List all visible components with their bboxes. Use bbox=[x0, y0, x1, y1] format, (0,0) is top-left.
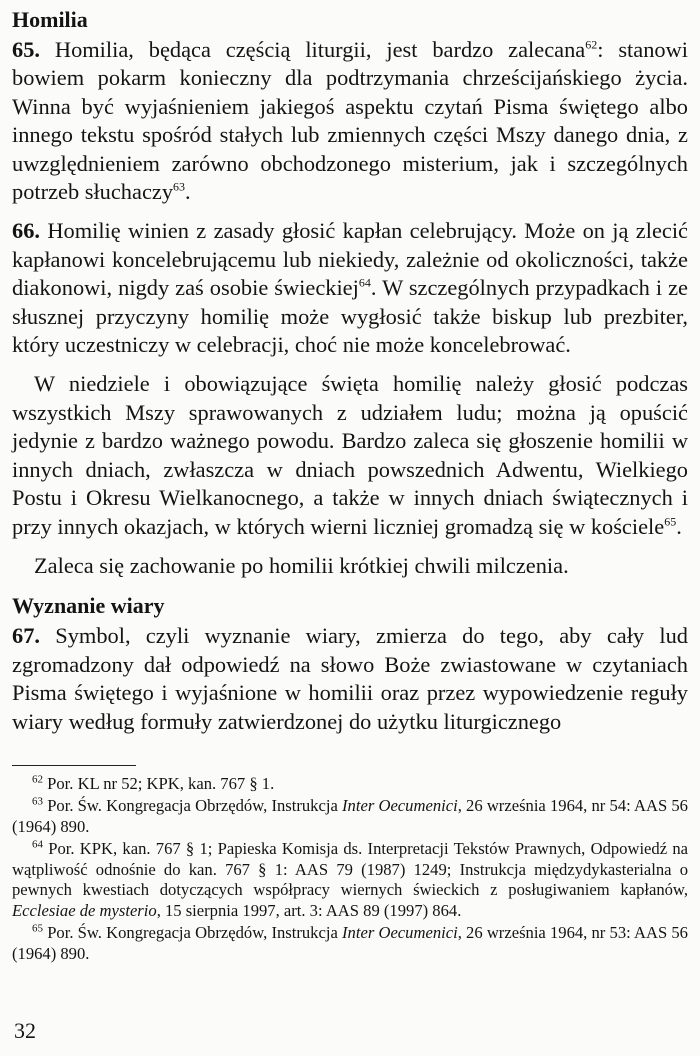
paragraph-text: . bbox=[676, 513, 682, 539]
footnote-text: , 26 września 1964, nr 53: AAS 56 (1964) 890. bbox=[12, 923, 688, 963]
paragraph-text: Symbol, czyli wyznanie wiary, zmierza do tego, aby cały lud zgromadzony dał odpowiedź na słowo Boże zwiastowane w czytaniach Pisma świętego i wyjaśnione w homilii oraz przez wypowiedzenie reguły wiary według formuły zatwierdzonej do użytku liturgicznego bbox=[12, 623, 688, 734]
paragraph-65 bbox=[12, 36, 688, 206]
footnote-text: , 15 sierpnia 1997, art. 3: AAS 89 (1997) 864. bbox=[156, 900, 462, 920]
page-number: 32 bbox=[14, 1018, 36, 1043]
paragraph-67 bbox=[12, 622, 688, 736]
paragraph-text: Homilia, będąca częścią liturgii, jest bardzo zalecana bbox=[40, 37, 586, 62]
footnote-text: , 26 września 1964, nr 54: AAS 56 (1964) 890. bbox=[12, 796, 688, 836]
paragraph-number: 67. bbox=[12, 623, 40, 649]
footnote-text: Por. Św. Kongregacja Obrzędów, Instrukcja bbox=[43, 796, 343, 816]
paragraph-number: 66. bbox=[12, 218, 40, 244]
paragraph-66-continued bbox=[12, 370, 688, 540]
paragraph-66-silence: Zaleca się zachowanie po homilii krótkiej chwili milczenia. bbox=[34, 552, 569, 578]
footnote-title: Ecclesiae de mysterio bbox=[12, 900, 157, 920]
footnote-ref[interactable]: 62 bbox=[585, 37, 598, 52]
footnote-text: Por. KPK, kan. 767 § 1; Papieska Komisja ds. Interpretacji Tekstów Prawnych, Odpowiedź na wątpliwość odnośnie do kan. 767 § 1: AAS 79 (1987) 1249; Instrukcja międzydykasterialna o pewnych kwestiach dotyczących współpracy wiernych świeckich z posługiwaniem kapłanów, bbox=[12, 839, 688, 900]
footnote-number: 63 bbox=[32, 795, 43, 808]
footnote-63 bbox=[12, 796, 688, 837]
footnote-ref[interactable]: 64 bbox=[358, 275, 371, 290]
footnote-number: 62 bbox=[32, 773, 43, 786]
document-page bbox=[12, 6, 688, 966]
paragraph-text: . bbox=[185, 179, 191, 205]
section-heading-homilia: Homilia bbox=[12, 7, 88, 32]
footnote-title: Inter Oecumenici bbox=[342, 923, 458, 943]
footnote-62 bbox=[12, 774, 688, 795]
footnotes-list bbox=[12, 774, 688, 965]
footnote-divider bbox=[12, 765, 136, 766]
footnote-64 bbox=[12, 839, 688, 921]
paragraph-text: W niedziele i obowiązujące święta homilię należy głosić podczas wszystkich Mszy sprawowanych z udziałem ludu; można ją opuścić jedynie z bardzo ważnego powodu. Bardzo zaleca się głoszenie homilii w innych dniach, zwłaszcza w dniach powszednich Adwentu, Wielkiego Postu i Okresu Wielkanocnego, a także w innych dniach świątecznych i przy innych okazjach, w których wierni liczniej gromadzą się w kościele bbox=[12, 371, 688, 539]
footnote-ref[interactable]: 63 bbox=[173, 179, 186, 194]
footnote-ref[interactable]: 65 bbox=[664, 514, 677, 529]
section-heading-wyznanie-wiary: Wyznanie wiary bbox=[12, 593, 165, 619]
paragraph-text: : stanowi bowiem pokarm konieczny dla podtrzymania chrześcijańskiego życia. Winna być wyjaśnieniem jakiegoś aspektu czytań Pisma świętego albo innego tekstu spośród stałych lub zmiennych części Mszy danego dnia, z uwzględnieniem zarówno obchodzonego misterium, jak i szczególnych potrzeb słuchaczy bbox=[12, 37, 688, 205]
paragraph-text: Homilię winien z zasady głosić kapłan celebrujący. Może on ją zlecić kapłanowi koncelebrującemu lub niekiedy, zależnie od okoliczności, także diakonowi, nigdy zaś osobie świeckiej bbox=[12, 218, 688, 301]
footnote-title: Inter Oecumenici bbox=[342, 796, 458, 816]
footnote-text: Por. KL nr 52; KPK, kan. 767 § 1. bbox=[43, 773, 275, 793]
footnote-number: 64 bbox=[32, 838, 43, 851]
footnote-65 bbox=[12, 923, 688, 964]
paragraph-number: 65. bbox=[12, 37, 40, 62]
paragraph-text: . W szczególnych przypadkach i ze słusznej przyczyny homilię może wygłosić także biskup lub prezbiter, który uczestniczy w celebracji, choć nie może koncelebrować. bbox=[12, 275, 688, 358]
footnote-number: 65 bbox=[32, 922, 43, 935]
footnote-text: Por. Św. Kongregacja Obrzędów, Instrukcja bbox=[43, 923, 343, 943]
paragraph-66 bbox=[12, 217, 688, 359]
